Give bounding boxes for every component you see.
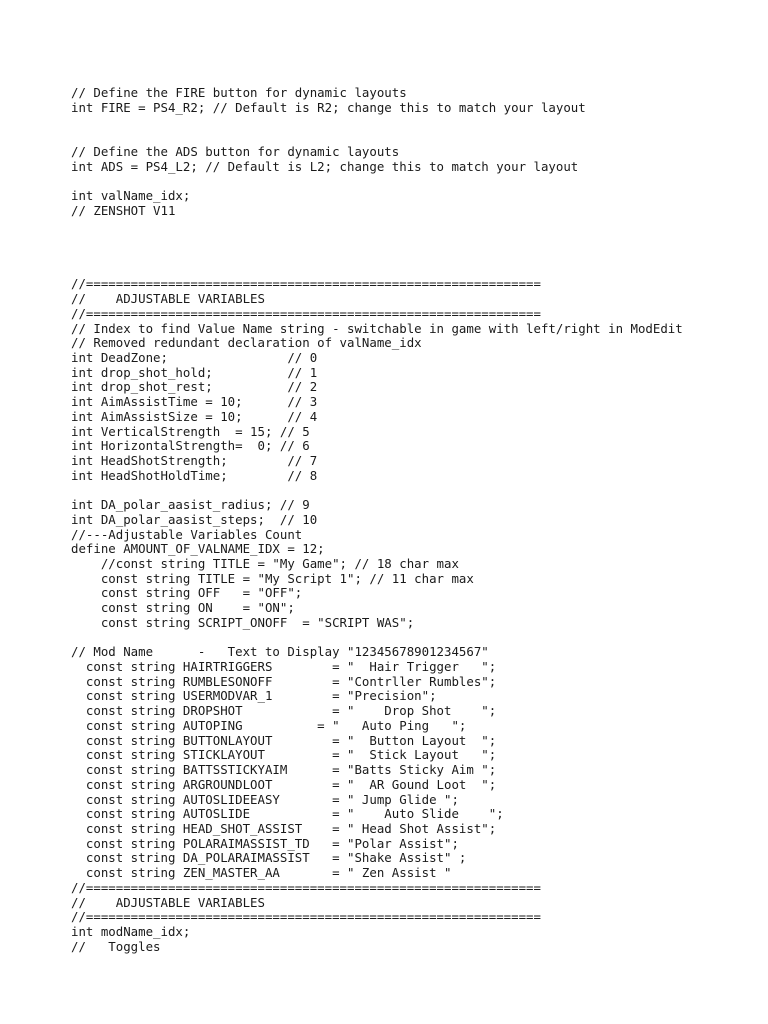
code-line: // Index to find Value Name string - switchable in game with left/right in ModEdit: [71, 320, 683, 336]
code-line: int VerticalStrength = 15; // 5: [71, 423, 310, 439]
code-line: //=============================================================: [71, 909, 541, 925]
code-line: // ZENSHOT V11: [71, 202, 176, 218]
code-line: [71, 130, 683, 145]
code-line: const string BUTTONLAYOUT = " Button Layout ";: [71, 732, 497, 748]
code-line: const string STICKLAYOUT = " Stick Layout ";: [71, 747, 497, 763]
code-line: int FIRE = PS4_R2; // Default is R2; change this to match your layout: [71, 99, 586, 115]
code-line: int modName_idx;: [71, 923, 191, 939]
code-line: const string DROPSHOT = " Drop Shot ";: [71, 703, 497, 719]
code-line: //=============================================================: [71, 305, 541, 321]
code-line: // Define the FIRE button for dynamic layouts: [71, 85, 407, 100]
code-line: // ADJUSTABLE VARIABLES: [71, 894, 265, 910]
code-line: [71, 115, 683, 130]
code-line: define AMOUNT_OF_VALNAME_IDX = 12;: [71, 541, 325, 557]
code-line: int DA_polar_aasist_radius; // 9: [71, 497, 310, 513]
code-line: const string USERMODVAR_1 = "Precision";: [71, 688, 437, 704]
code-line: [71, 174, 683, 189]
code-line: const string HAIRTRIGGERS = " Hair Trigger ";: [71, 659, 497, 675]
code-line: [71, 263, 683, 278]
code-line: const string RUMBLESONOFF = "Contrller Rumbles";: [71, 673, 497, 689]
code-line: // ADJUSTABLE VARIABLES: [71, 291, 265, 307]
code-line: //---Adjustable Variables Count: [71, 526, 303, 542]
code-line: const string ZEN_MASTER_AA = " Zen Assist ": [71, 865, 452, 881]
code-line: int HorizontalStrength= 0; // 6: [71, 438, 310, 454]
code-line: const string OFF = "OFF";: [71, 585, 303, 601]
code-line: //const string TITLE = "My Game"; // 18 char max: [71, 556, 459, 571]
code-line: const string ARGROUNDLOOT = " AR Gound Loot ";: [71, 776, 497, 792]
code-line: [71, 483, 683, 498]
code-line: const string TITLE = "My Script 1"; // 11 char max: [71, 570, 474, 586]
code-line: int AimAssistTime = 10; // 3: [71, 394, 318, 410]
code-line: // Removed redundant declaration of valName_idx: [71, 335, 422, 351]
code-line: const string AUTOPING = " Auto Ping ";: [71, 717, 467, 733]
code-line: const string DA_POLARAIMASSIST = "Shake Assist" ;: [71, 850, 467, 866]
code-line: const string AUTOSLIDE = " Auto Slide ";: [71, 806, 504, 822]
code-line: [71, 233, 683, 248]
code-line: const string POLARAIMASSIST_TD = "Polar Assist";: [71, 835, 459, 851]
code-line: // Define the ADS button for dynamic layouts: [71, 143, 400, 159]
code-line: int AimAssistSize = 10; // 4: [71, 408, 318, 424]
code-line: //=============================================================: [71, 879, 541, 895]
code-line: int ADS = PS4_L2; // Default is L2; change this to match your layout: [71, 158, 579, 174]
code-line: [71, 248, 683, 263]
code-line: int drop_shot_hold; // 1: [71, 364, 318, 380]
code-line: const string HEAD_SHOT_ASSIST = " Head Shot Assist";: [71, 820, 497, 836]
code-line: int HeadShotStrength; // 7: [71, 452, 318, 468]
code-line: // Mod Name - Text to Display "12345678901234567": [71, 644, 489, 660]
code-line: const string SCRIPT_ONOFF = "SCRIPT WAS";: [71, 614, 415, 630]
code-line: int DeadZone; // 0: [71, 349, 318, 365]
code-line: int valName_idx;: [71, 188, 191, 204]
code-line: [71, 218, 683, 233]
code-line: // Toggles: [71, 938, 161, 954]
code-line: //=============================================================: [71, 276, 541, 292]
code-line: int HeadShotHoldTime; // 8: [71, 467, 318, 483]
code-line: const string AUTOSLIDEEASY = " Jump Glide ";: [71, 791, 459, 807]
code-line: const string BATTSSTICKYAIM = "Batts Sticky Aim ";: [71, 762, 497, 778]
code-line: [71, 631, 683, 646]
code-line: const string ON = "ON";: [71, 600, 295, 616]
code-line: int DA_polar_aasist_steps; // 10: [71, 511, 318, 527]
code-listing: [71, 86, 683, 954]
code-line: int drop_shot_rest; // 2: [71, 379, 318, 395]
